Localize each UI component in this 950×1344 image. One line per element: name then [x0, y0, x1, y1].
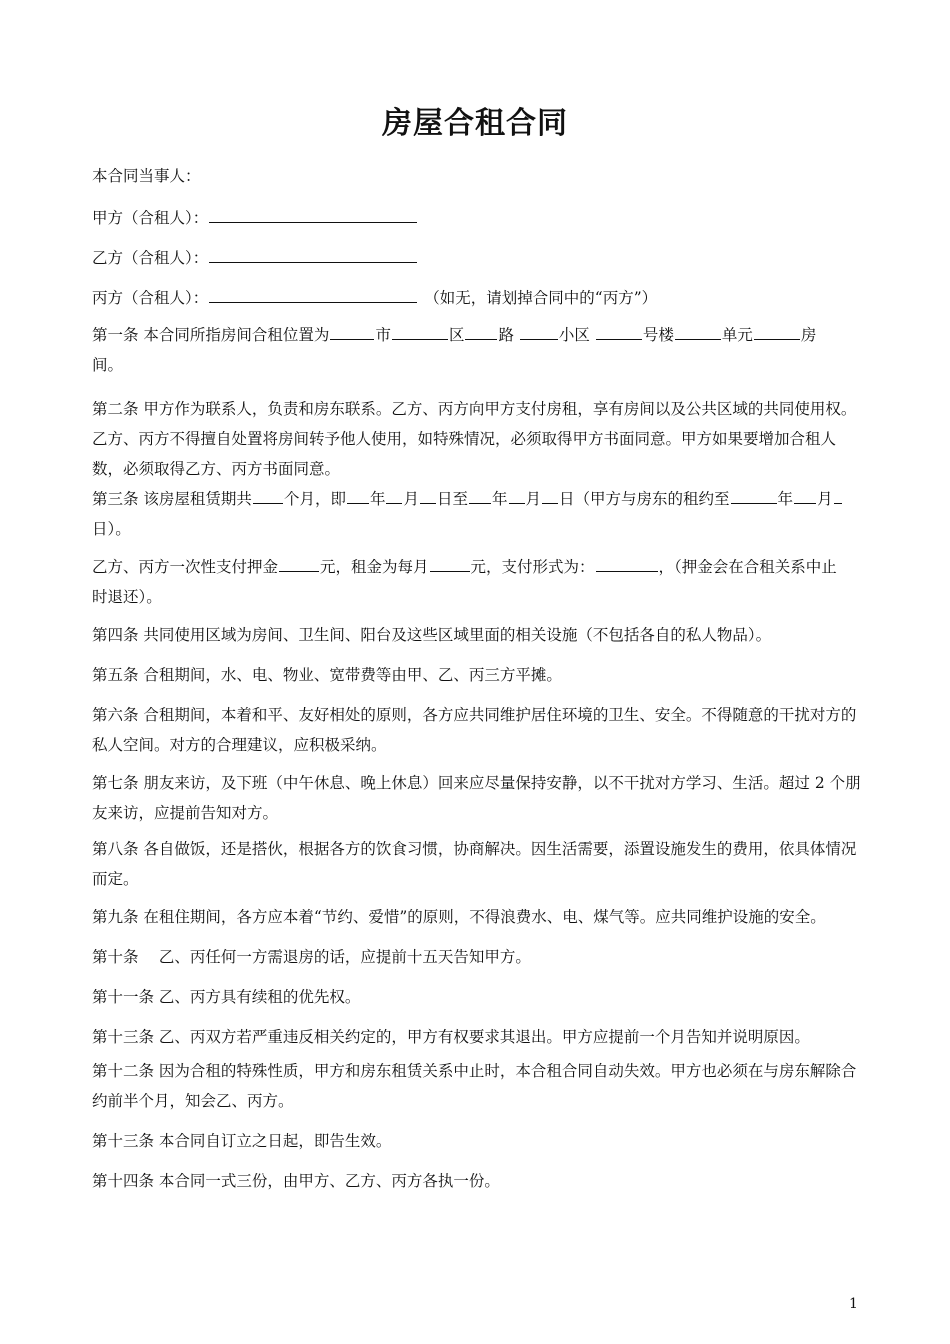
article-10: 第十条 乙、丙任何一方需退房的话，应提前十五天告知甲方。: [92, 948, 531, 966]
city-blank[interactable]: [330, 323, 374, 340]
article-3-landlord: 日（甲方与房东的租约至: [559, 490, 730, 508]
payment-form-blank[interactable]: [596, 555, 658, 572]
article-3-text: 第三条 该房屋租赁期共: [92, 490, 252, 508]
article-12: 第十二条 因为合租的特殊性质，甲方和房东租赁关系中止时，本合租合同自动失效。甲方也必须在与房东解除合约前半个月，知会乙、丙方。: [92, 1062, 857, 1110]
article-1-end: 间。: [92, 356, 124, 374]
deposit-rent: 元，租金为每月: [320, 558, 429, 576]
end-day-blank[interactable]: [542, 487, 558, 504]
road-blank[interactable]: [465, 323, 497, 340]
party-c-blank[interactable]: [209, 286, 417, 303]
parties-intro: 本合同当事人：: [92, 167, 201, 185]
article-1-district: 区: [448, 326, 465, 344]
deposit-clause: [92, 552, 862, 612]
party-a-label: 甲方（合租人）：: [92, 209, 209, 227]
article-3-year: 年: [369, 490, 386, 508]
article-13a: 第十三条 乙、丙双方若严重违反相关约定的，甲方有权要求其退出。甲方应提前一个月告知并说明原因。: [92, 1028, 810, 1046]
party-b-line: [92, 246, 418, 268]
article-5: 第五条 合租期间，水、电、物业、宽带费等由甲、乙、丙三方平摊。: [92, 666, 562, 684]
room-blank[interactable]: [754, 323, 800, 340]
lease-year-blank[interactable]: [731, 487, 777, 504]
party-a-line: [92, 206, 418, 228]
article-9: 第九条 在租住期间，各方应本着“节约、爱惜”的原则，不得浪费水、电、煤气等。应共同维护设施的安全。: [92, 908, 826, 926]
article-1-room: 房: [800, 326, 817, 344]
article-1: [92, 320, 862, 380]
end-year-blank[interactable]: [469, 487, 491, 504]
article-1-building: 号楼: [642, 326, 674, 344]
deposit-refund: ，（押金会在合租关系中止: [658, 558, 837, 576]
party-c-note: （如无，请划掉合同中的“丙方”）: [424, 289, 658, 307]
article-1-community: 小区: [558, 326, 595, 344]
deposit-payment: 元，支付形式为：: [470, 558, 595, 576]
months-blank[interactable]: [253, 487, 283, 504]
article-3-month: 月: [403, 490, 419, 508]
article-11: 第十一条 乙、丙方具有续租的优先权。: [92, 988, 361, 1006]
article-3: [92, 484, 862, 544]
article-3-end: 日）。: [92, 520, 131, 538]
article-3-year-3: 年: [777, 490, 794, 508]
end-month-blank[interactable]: [509, 487, 525, 504]
start-day-blank[interactable]: [420, 487, 436, 504]
article-14: 第十四条 本合同一式三份，由甲方、乙方、丙方各执一份。: [92, 1172, 500, 1190]
page-title: 房屋合租合同: [382, 106, 568, 141]
article-1-road: 路: [498, 326, 519, 344]
article-6: 第六条 合租期间，本着和平、友好相处的原则，各方应共同维护居住环境的卫生、安全。不得随意的干扰对方的私人空间。对方的合理建议，应积极采纳。: [92, 706, 857, 754]
article-13b: 第十三条 本合同自订立之日起，即告生效。: [92, 1132, 392, 1150]
article-3-month-2: 月: [525, 490, 542, 508]
article-7: 第七条 朋友来访，及下班（中午休息、晚上休息）回来应尽量保持安静，以不干扰对方学习、生活。超过 2 个朋友来访，应提前告知对方。: [92, 774, 861, 822]
article-3-months: 个月，即: [283, 490, 346, 508]
article-8: 第八条 各自做饭，还是搭伙，根据各方的饮食习惯，协商解决。因生活需要，添置设施发生的费用，依具体情况而定。: [92, 840, 857, 888]
article-3-year-2: 年: [492, 490, 508, 508]
party-c-line: [92, 286, 657, 308]
article-1-unit: 单元: [721, 326, 753, 344]
deposit-text: 乙方、丙方一次性支付押金: [92, 558, 279, 576]
building-blank[interactable]: [596, 323, 642, 340]
district-blank[interactable]: [392, 323, 448, 340]
article-2: 第二条 甲方作为联系人，负责和房东联系。乙方、丙方向甲方支付房租，享有房间以及公共区域的共同使用权。乙方、丙方不得擅自处置将房间转予他人使用，如特殊情况，必须取得甲方书面同意。甲方如果要增加合租人数，必须取得乙方、丙方书面同意。: [92, 400, 857, 478]
lease-month-blank[interactable]: [794, 487, 816, 504]
page-number: 1: [849, 1296, 858, 1312]
start-month-blank[interactable]: [386, 487, 402, 504]
article-4: 第四条 共同使用区域为房间、卫生间、阳台及这些区域里面的相关设施（不包括各自的私人物品）。: [92, 626, 772, 644]
community-blank[interactable]: [520, 323, 558, 340]
rent-amount-blank[interactable]: [430, 555, 470, 572]
deposit-end: 时退还）。: [92, 588, 162, 606]
party-b-blank[interactable]: [209, 246, 417, 263]
lease-day-blank[interactable]: [834, 487, 842, 504]
deposit-amount-blank[interactable]: [279, 555, 319, 572]
article-3-to: 日至: [436, 490, 468, 508]
unit-blank[interactable]: [675, 323, 721, 340]
party-b-label: 乙方（合租人）：: [92, 249, 209, 267]
party-c-label: 丙方（合租人）：: [92, 289, 209, 307]
article-1-city: 市: [375, 326, 391, 344]
party-a-blank[interactable]: [209, 206, 417, 223]
article-1-text: 第一条 本合同所指房间合租位置为: [92, 326, 330, 344]
start-year-blank[interactable]: [347, 487, 369, 504]
article-3-month-3: 月: [817, 490, 833, 508]
